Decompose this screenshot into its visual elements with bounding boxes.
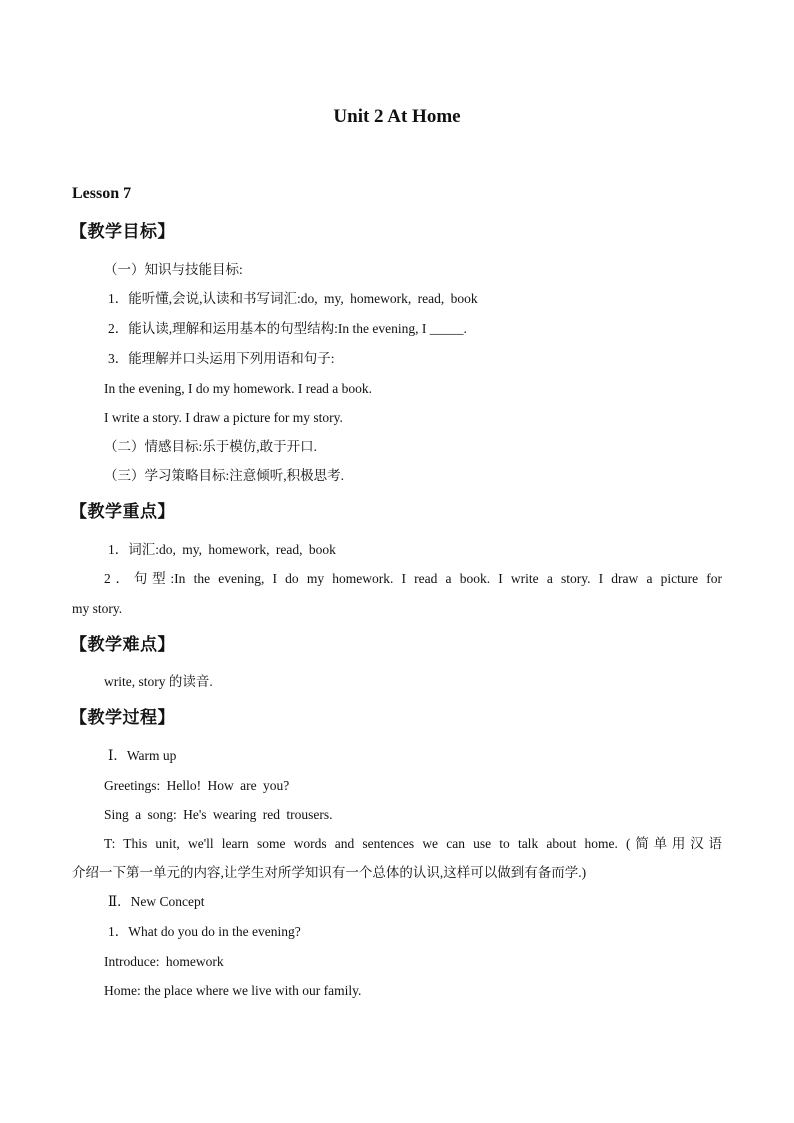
process-line: Greetings: Hello! How are you? [104,778,290,793]
objective-line: （三）学习策略目标:注意倾听,积极思考. [104,468,345,483]
document-title: Unit 2 At Home [333,106,461,127]
key-point-line: my story. [72,601,123,616]
process-line: Ⅰ．Warm up [108,748,177,763]
objective-line: I write a story. I draw a picture for my story. [104,410,343,425]
difficulty-line: write, story 的读音. [104,674,213,689]
objective-line: 3．能理解并口头运用下列用语和句子: [108,351,335,366]
objective-line: （一）知识与技能目标: [104,262,243,277]
objective-line: In the evening, I do my homework. I read a book. [104,381,373,396]
lesson-label: Lesson 7 [72,185,132,202]
process-line: Introduce: homework [104,954,224,969]
process-line: Home: the place where we live with our family. [104,983,362,998]
objective-line: 2．能认读,理解和运用基本的句型结构:In the evening, I _____. [108,321,467,336]
process-line: 1．What do you do in the evening? [108,924,301,939]
process-line: Ⅱ．New Concept [108,894,205,909]
objectives-heading: 【教学目标】 [70,222,175,242]
difficulties-heading: 【教学难点】 [70,635,175,655]
key-points-heading: 【教学重点】 [70,502,175,522]
process-heading: 【教学过程】 [70,708,175,728]
objective-line: （二）情感目标:乐于模仿,敢于开口. [104,439,318,454]
process-line: Sing a song: He's wearing red trousers. [104,807,333,822]
key-point-line: 2．句型:In the evening, I do my homework. I read a book. I write a story. I draw a picture for [104,571,722,586]
key-point-line: 1．词汇:do, my, homework, read, book [108,542,336,557]
process-line: T: This unit, we'll learn some words and sentences we can use to talk about home. (简单用汉语 [104,836,722,851]
process-line: 介绍一下第一单元的内容,让学生对所学知识有一个总体的认识,这样可以做到有备而学.) [72,865,587,880]
objective-line: 1．能听懂,会说,认读和书写词汇:do, my, homework, read, book [108,291,478,306]
